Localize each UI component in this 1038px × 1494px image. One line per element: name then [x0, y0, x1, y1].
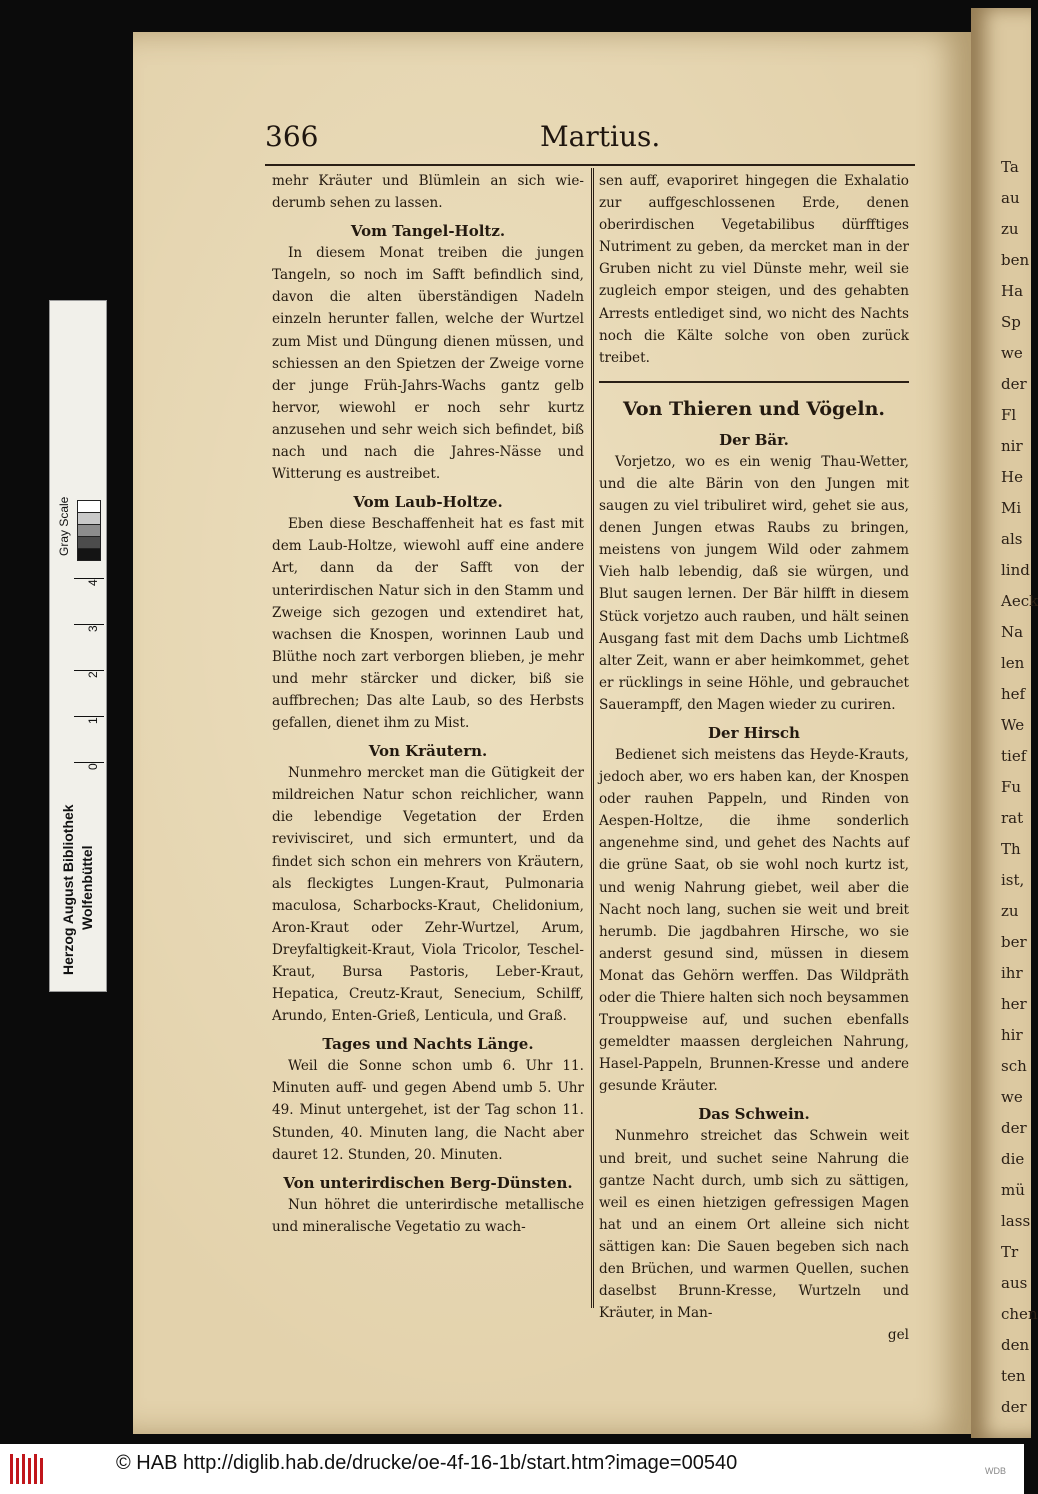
header-rule: [265, 164, 915, 166]
next-page-fragment: we: [1001, 344, 1023, 362]
next-page-fragment: zu: [1001, 220, 1019, 238]
paragraph: Nun höhret die unterirdische metallische und mineralische Vegetatio zu wach-: [272, 1196, 584, 1235]
next-page-fragment: Th: [1001, 840, 1021, 858]
scale-number: 0: [86, 763, 100, 770]
paragraph: Nunmehro streichet das Schwein weit und breit, und suchet seine Nahrung die gantze Nacht durch, umb sich zu sättigen, weil es einen hietzigen gefressigen Magen hat und an einem Ort alleine sich nicht sättigen kan: Die Sauen begeben sich nach den Brüchen, und warmen Quellen, suchen daselbst Brunn-Kresse, Wurtzeln und Kräuter, in Man-: [599, 1128, 909, 1322]
next-page-fragment: den: [1001, 1336, 1030, 1354]
column-divider: [591, 168, 594, 1308]
catchword: gel: [887, 1327, 909, 1344]
scale-tick: [74, 762, 104, 763]
section-heading: Vom Laub-Holtze.: [353, 493, 503, 512]
next-page-fragment: ist,: [1001, 871, 1025, 889]
next-page-fragment: rat: [1001, 809, 1024, 827]
scale-tick: [74, 716, 104, 717]
library-name: Herzog August Bibliothek: [60, 804, 76, 975]
section-heading: Von Kräutern.: [368, 742, 488, 761]
scale-tick: [74, 578, 104, 579]
next-page-fragment: der: [1001, 375, 1027, 393]
next-page-fragment: Ha: [1001, 282, 1024, 300]
next-page-fragment: ihr: [1001, 964, 1023, 982]
scale-number: 1: [86, 717, 100, 724]
section-heading: Vom Tangel-Holtz.: [350, 222, 506, 241]
city-name: Wolfenbüttel: [79, 845, 95, 930]
next-page-fragment: Aeck: [1001, 592, 1038, 610]
next-page-fragment: ten: [1001, 1367, 1026, 1385]
wdb-badge: WDB: [985, 1466, 1006, 1476]
section-heading: Der Bär.: [719, 430, 789, 449]
next-page-fragment: die: [1001, 1150, 1025, 1168]
paragraph: Nunmehro mercket man die Gütigkeit der mildreichen Natur schon reichlicher, wann die lebendige Vegetation der Erden revivisciret, und sich ermuntert, und da findet sich schon ein mehrers von Kräutern, als fleckigtes Lungen-Kraut, Pulmonaria maculosa, Scharbocks-Kraut, Chelidonium, Aron-Kraut oder Zehr-Wurtzel, Arum, Dreyfaltigkeit-Kraut, Viola Tricolor, Teschel-Kraut, Bursa Pastoris, Leber-Kraut, Hepatica, Creutz-Kraut, Senecium, Schilff, Arundo, Enten-Grieß, Lenticula, und Graß.: [272, 765, 584, 1025]
next-page-fragment: aus: [1001, 1274, 1028, 1292]
chapter-heading: Von Thieren und Vögeln.: [622, 397, 886, 420]
adjacent-page-edge: [971, 8, 1038, 1438]
next-page-fragment: ben: [1001, 251, 1030, 269]
next-page-fragment: We: [1001, 716, 1025, 734]
right-column: [599, 170, 909, 1346]
next-page-fragment: nir: [1001, 437, 1023, 455]
next-page-fragment: we: [1001, 1088, 1023, 1106]
next-page-fragment: Na: [1001, 623, 1024, 641]
next-page-fragment: zu: [1001, 902, 1019, 920]
scale-number: 3: [86, 625, 100, 632]
paragraph: Vorjetzo, wo es ein wenig Thau-Wetter, und die alte Bärin von den Jungen mit saugen zu viel tribuliret wird, gehet sie aus, denen Jungen etwas Raubs zu bringen, meistens von jungem Wild oder zahmem Vieh halb lebendig, daß sie würgen, und Blut saugen lernen. Der Bär hilfft in diesem Stück vorjetzo auch rauben, und hält seinen Ausgang fast mit dem Dachs umb Lichtmeß alter Zeit, wann er aber heimkommet, gehet er rücklings in seine Höhle, und gebrauchet Sauerampff, den Magen wieder zu curiren.: [599, 453, 909, 713]
next-page-fragment: hir: [1001, 1026, 1023, 1044]
next-page-fragment: lass: [1001, 1212, 1031, 1230]
section-heading: Tages und Nachts Länge.: [322, 1035, 534, 1054]
next-page-fragment: hef: [1001, 685, 1026, 703]
next-page-fragment: chen: [1001, 1305, 1038, 1323]
next-page-fragment: Tr: [1001, 1243, 1019, 1261]
section-heading: Das Schwein.: [698, 1105, 810, 1124]
next-page-fragment: len: [1001, 654, 1025, 672]
next-page-fragment: sch: [1001, 1057, 1027, 1075]
next-page-fragment: her: [1001, 995, 1027, 1013]
scale-tick: [74, 670, 104, 671]
left-column: [272, 170, 584, 1238]
section-heading: Von unterirdischen Berg-Dünsten.: [283, 1173, 573, 1192]
next-page-fragment: Sp: [1001, 313, 1021, 331]
gray-swatch: [77, 548, 101, 561]
next-page-fragment: als: [1001, 530, 1023, 548]
next-page-fragment: au: [1001, 189, 1020, 207]
next-page-fragment: lind: [1001, 561, 1030, 579]
gray-scale-label: Gray Scale: [57, 496, 71, 556]
scale-tick: [74, 624, 104, 625]
section-rule: [599, 381, 909, 383]
copyright-url[interactable]: © HAB http://diglib.hab.de/drucke/oe-4f-16-1b/start.htm?image=00540: [116, 1452, 738, 1474]
paragraph: Eben diese Beschaffenheit hat es fast mit dem Laub-Holtze, wiewohl auff eine andere Art, dann da der Safft von der unterirdischen Natur sich in den Stamm und Zweige sich gezogen und extendiret hat, wachsen die Knospen, worinnen Laub und Blüthe noch zart verborgen blieben, je mehr und mehr stärcker und dicker, biß sie auffbrechen; Das alte Laub, so des Herbsts gefallen, dienet ihm zu Mist.: [272, 516, 584, 732]
hab-logo-icon: [8, 1452, 48, 1486]
paragraph: In diesem Monat treiben die jungen Tangeln, so noch im Safft befindlich sind, davon die alten überständigen Nadeln einzeln herunter fallen, welche der Wurtzel zum Mist und Düngung dienen müssen, und schiessen an den Spietzen der Zweige vorne der junge Früh-Jahrs-Wachs gantz gelb hervor, wiewohl er noch sehr kurtz anzusehen und sehr weich sich befindet, biß nach und nach die Jahres-Nässe und Witterung es austreibet.: [272, 245, 584, 483]
paragraph: sen auff, evaporiret hingegen die Exhalatio zur auffgeschlossenen Erde, denen oberirdischen Vegetabilibus dürfftiges Nutriment zu geben, da mercket man in der Gruben nicht zu viel Dünste mehr, weil sie zugleich empor steigen, und des gehabten Arrests entlediget sind, wo nicht des Nachts noch die Kälte solche von oben zurück treibet.: [599, 173, 909, 366]
next-page-fragment: He: [1001, 468, 1023, 486]
section-heading: Der Hirsch: [708, 723, 800, 742]
running-title: Martius.: [540, 120, 661, 153]
next-page-fragment: Fu: [1001, 778, 1022, 796]
next-page-fragment: Mi: [1001, 499, 1022, 517]
next-page-fragment: mü: [1001, 1181, 1025, 1199]
page-number: 366: [265, 120, 319, 153]
next-page-fragment: ber: [1001, 933, 1027, 951]
paragraph: mehr Kräuter und Blümlein an sich wie-derumb sehen zu lassen.: [272, 173, 584, 212]
scale-number: 2: [86, 671, 100, 678]
next-page-fragment: Ta: [1001, 158, 1019, 176]
next-page-fragment: der: [1001, 1398, 1027, 1416]
next-page-fragment: der: [1001, 1119, 1027, 1137]
scale-number: 4: [86, 579, 100, 586]
next-page-fragment: tief: [1001, 747, 1027, 765]
next-page-fragment: Fl: [1001, 406, 1017, 424]
paragraph: Bedienet sich meistens das Heyde-Krauts, jedoch aber, wo ers haben kan, der Knospen oder rauhen Pappeln, und Rinden von Aespen-Holtze, die ihme sonderlich angenehme sind, und gehet des Nachts auf die grüne Saat, ob sie wohl noch kurtz ist, und wenig Nahrung giebet, weil aber die Nacht noch lang, suchen sie weit und breit herumb. Die jagdbahren Hirsche, wo sie anderst gesund sind, müssen in diesem Monat das Gehörn werffen. Das Wildpräth oder die Thiere halten sich noch beysammen Trouppweise auf, und suchen ebenfalls gemeldter maassen dergleichen Nahrung, Hasel-Pappeln, Brunnen-Kresse und andere gesunde Kräuter.: [599, 746, 909, 1095]
paragraph: Weil die Sonne schon umb 6. Uhr 11. Minuten auff- und gegen Abend umb 5. Uhr 49. Minut untergehet, ist der Tag schon 11. Stunden, 40. Minuten lang, die Nacht aber dauret 12. Stunden, 20. Minuten.: [272, 1058, 584, 1163]
